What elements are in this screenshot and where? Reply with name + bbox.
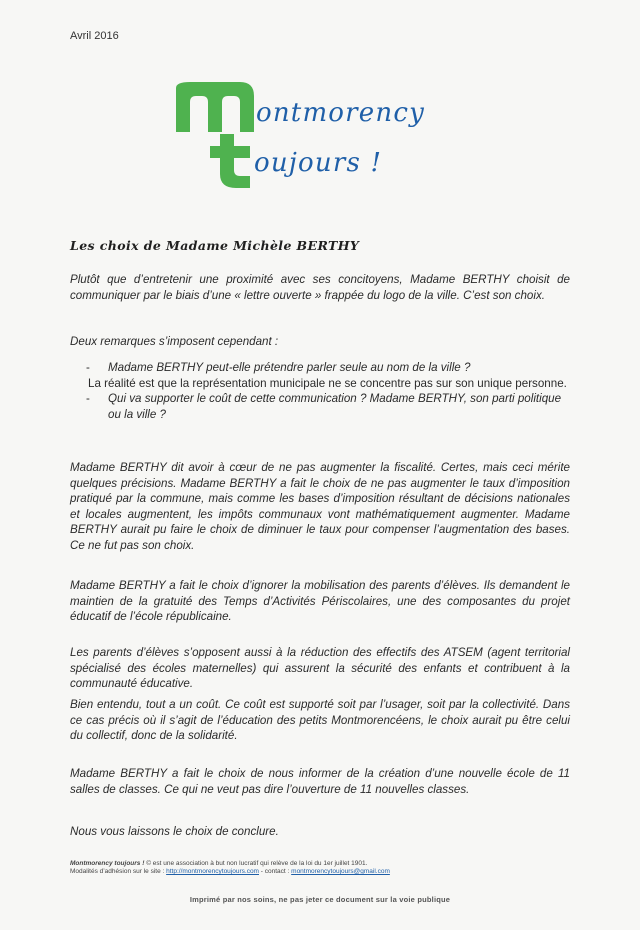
logo-text-montmorency: ontmorency bbox=[256, 98, 425, 128]
footer-site-link[interactable]: http://montmorencytoujours.com bbox=[166, 868, 259, 875]
footer bbox=[70, 860, 570, 876]
paragraph-4: Madame BERTHY a fait le choix d’ignorer la mobilisation des parents d’élèves. Ils demandent le maintien de la gratuité des Temps d’Activités Périscolaires, une des composantes du projet éducatif de l’école républicaine. bbox=[70, 579, 570, 624]
paragraph-8: Nous vous laissons le choix de conclure. bbox=[70, 825, 279, 838]
logo-text-toujours: oujours ! bbox=[254, 148, 383, 178]
remarks-list bbox=[70, 360, 570, 422]
paragraph-2: Deux remarques s’imposent cependant : bbox=[70, 335, 279, 348]
logo bbox=[168, 70, 488, 190]
paragraph-5: Les parents d’élèves s’opposent aussi à la réduction des effectifs des ATSEM (agent territorial spécialisé des écoles maternelles) qui assurent la sécurité des enfants et contribuent à la communauté éducative. bbox=[70, 646, 570, 691]
paragraph-1: Plutôt que d’entretenir une proximité avec ses concitoyens, Madame BERTHY choisit de communiquer par le biais d’une « lettre ouverte » frappée du logo de la ville. C’est son choix. bbox=[70, 273, 570, 302]
logo-m-shape bbox=[176, 82, 254, 132]
list-item-1-text: Madame BERTHY peut-elle prétendre parler seule au nom de la ville ? bbox=[108, 361, 471, 374]
footer-modalites: Modalités d’adhésion sur le site : bbox=[70, 868, 165, 875]
paragraph-7: Madame BERTHY a fait le choix de nous informer de la création d’une nouvelle école de 11 salles de classes. Ce qui ne veut pas dire l’ouverture de 11 nouvelles classes. bbox=[70, 767, 570, 796]
paragraph-6: Bien entendu, tout a un coût. Ce coût est supporté soit par l’usager, soit par la collectivité. Dans ce cas précis où il s’agit de l’éducation des petits Montmorencéens, le choix aurait pu être celui du collectif, donc de la solidarité. bbox=[70, 698, 570, 743]
logo-t-shape bbox=[210, 134, 250, 188]
list-dash: - bbox=[86, 392, 90, 406]
footer-assoc-desc: © est une association à but non lucratif qui relève de la loi du 1er juillet 1901. bbox=[146, 860, 368, 867]
footer-email-link[interactable]: montmorencytoujours@gmail.com bbox=[291, 868, 390, 875]
footer-line-1 bbox=[70, 860, 570, 868]
list-item bbox=[88, 360, 570, 376]
list-note-1: La réalité est que la représentation municipale ne se concentre pas sur son unique personne. bbox=[88, 376, 567, 390]
letter-heading: Les choix de Madame Michèle BERTHY bbox=[70, 238, 360, 253]
list-dash: - bbox=[86, 361, 90, 374]
print-notice: Imprimé par nos soins, ne pas jeter ce document sur la voie publique bbox=[189, 895, 451, 904]
footer-contact-label: - contact : bbox=[260, 868, 290, 875]
letter-date: Avril 2016 bbox=[70, 30, 119, 42]
list-item bbox=[88, 391, 570, 422]
paragraph-3: Madame BERTHY dit avoir à cœur de ne pas augmenter la fiscalité. Certes, mais ceci mérite quelques précisions. Madame BERTHY a fait le choix de ne pas augmenter le taux d’imposition pratiqué par la commune, mais comme les bases d’imposition résultant de décisions nationales et locales augmentent, les impôts communaux vont mathématiquement augmenter. Madame BERTHY aurait pu faire le choix de diminuer le taux pour compenser l’augmentation des bases. Ce ne fut pas son choix. bbox=[70, 461, 570, 552]
footer-assoc-name: Montmorency toujours ! bbox=[70, 860, 145, 867]
list-item-2-text: Qui va supporter le coût de cette communication ? Madame BERTHY, son parti politique ou la ville ? bbox=[108, 392, 562, 421]
footer-line-2 bbox=[70, 868, 570, 876]
